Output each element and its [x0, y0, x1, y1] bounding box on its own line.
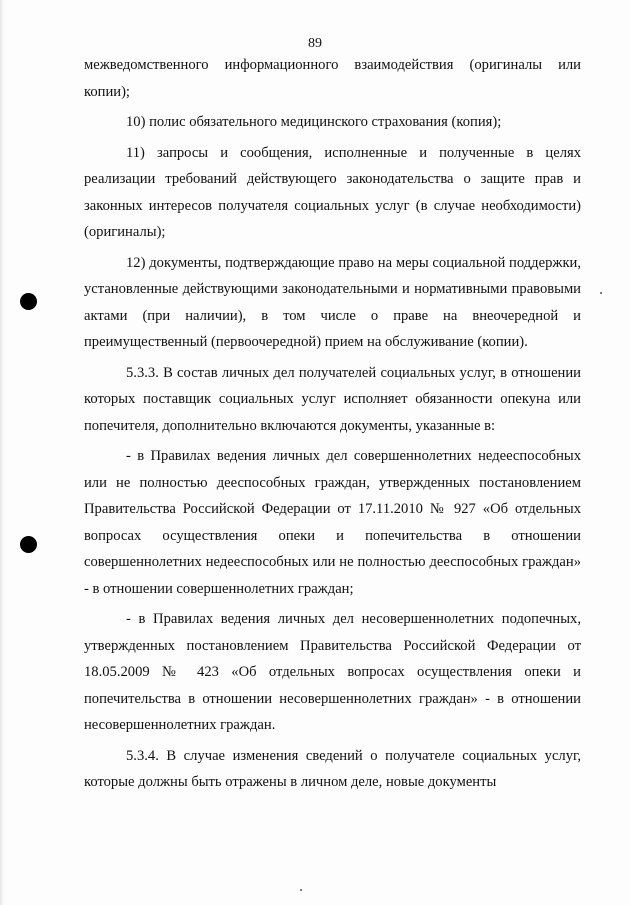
scan-edge-shadow: [0, 0, 4, 905]
paragraph-rules-minors: - в Правилах ведения личных дел несовершеннолетних подопечных, утвержденных постановлением Правительства Российской Федерации от 18.05.2009 № 423 «Об отдельных вопросах осуществления опеки и попечительства в отношении несовершеннолетних граждан» - в отношении несовершеннолетних граждан.: [84, 611, 581, 733]
paragraph-item-12: 12) документы, подтверждающие право на меры социальной поддержки, установленные действующими законодательными и нормативными правовыми актами (при наличии), в том числе о праве на внеочередной и преимущественный (первоочередной) прием на обслуживание (копии).: [84, 254, 581, 350]
paragraph-5-3-4: 5.3.4. В случае изменения сведений о получателе социальных услуг, которые должны быть отражены в личном деле, новые документы: [84, 747, 581, 790]
paragraph-item-10: 10) полис обязательного медицинского страхования (копия);: [126, 114, 502, 130]
paragraph-continuation: межведомственного информационного взаимодействия (оригиналы или копии);: [84, 57, 581, 100]
page-number: 89: [308, 36, 322, 51]
scan-speck: [600, 292, 602, 294]
paragraph-5-3-3: 5.3.3. В состав личных дел получателей социальных услуг, в отношении которых поставщик социальных услуг исполняет обязанности опекуна или попечителя, дополнительно включаются документы, указанные в:: [84, 364, 581, 434]
body-text: [84, 52, 581, 800]
scan-speck: [300, 889, 302, 891]
punch-hole-icon: [20, 293, 37, 310]
paragraph-rules-adults: - в Правилах ведения личных дел совершеннолетних недееспособных или не полностью дееспособных граждан, утвержденных постановлением Правительства Российской Федерации от 17.11.2010 № 927 «Об отдельных вопросах осуществления опеки и попечительства в отношении совершеннолетних недееспособных или не полностью дееспособных граждан» - в отношении совершеннолетних граждан;: [84, 448, 581, 597]
paragraph-item-11: 11) запросы и сообщения, исполненные и полученные в целях реализации требований действующего законодательства о защите прав и законных интересов получателя социальных услуг (в случае необходимости) (оригиналы);: [84, 144, 581, 240]
punch-hole-icon: [20, 536, 37, 553]
